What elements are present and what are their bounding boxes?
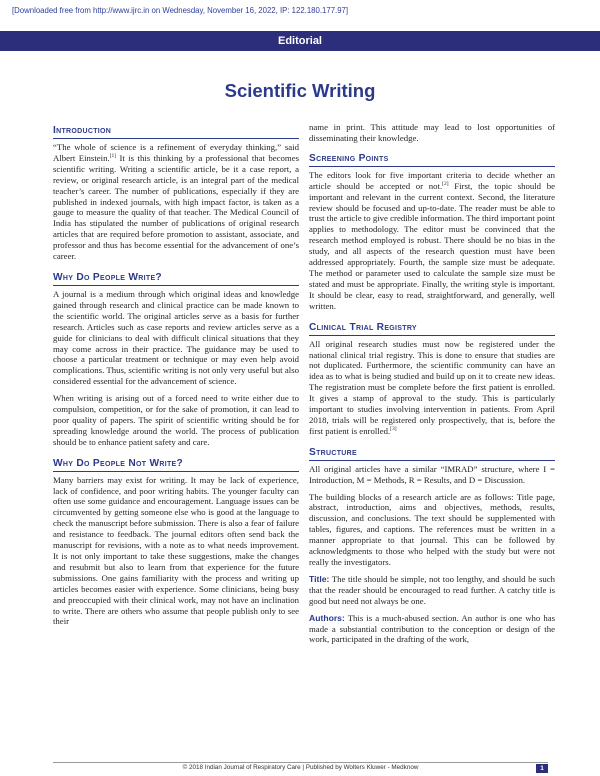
screening-paragraph <box>309 170 555 312</box>
title-paragraph <box>309 574 555 607</box>
footer-copyright: © 2018 Indian Journal of Respiratory Care | Published by Wolters Kluwer - Medknow <box>182 764 419 771</box>
title-text: The title should be simple, not too lengthy, and should be such that the reader should be encouraged to read further. A catchy title is good but need not always be one. <box>309 573 555 606</box>
page-number: 1 <box>536 764 548 773</box>
continuation-paragraph: name in print. This attitude may lead to lost opportunities of disseminating their knowledge. <box>309 122 555 143</box>
why-write-heading: Why Do People Write? <box>53 271 299 286</box>
right-column <box>309 122 555 651</box>
article-title: Scientific Writing <box>224 80 376 101</box>
screening-text-a: The editors look for five important criteria to decide whether an article should be accepted or not. <box>309 169 555 191</box>
title-lead: Title: <box>309 573 330 584</box>
screening-text-b: First, the topic should be important and relevant in the current context. Second, the literature review should be focused and up-to-date. The reader must be able to trust the article to give credible information. The third important point applies to methodology. The editor must be convinced that the research method employed is robust. There should be no bias in the study, and all aspects of the research question must have been addressed appropriately. Fourth, the sample size must be adequate. The method or parameter used to calculate the sample size must be stated and must be appropriate. Finally, the writing style is important. It should be clear, easy to read, straightforward, and generally, well written. <box>309 180 555 311</box>
authors-text: This is a much-abused section. An author is one who has made a substantial contribution to the conception or design of the work, participated in the drafting of the work, <box>309 612 555 645</box>
citation-ref[interactable]: [3] <box>390 425 397 432</box>
structure-paragraph-2: The building blocks of a research article are as follows: Title page, abstract, introduction, aims and objectives, methods, results, discussion, and conclusions. The text should be supplemented with tables, figures, and captions. The references must be written in a manner appropriate to that journal. This can be followed by acknowledgments to those who helped with the study but were not really the investigators. <box>309 491 555 567</box>
registry-heading: Clinical Trial Registry <box>309 321 555 336</box>
why-write-paragraph-1: A journal is a medium through which original ideas and knowledge gained through research and clinical practice can be made known to the scientific world. The original articles serve as a basis for further research. Articles such as case reports and review articles serve as a guide for clinicians to deal with difficult clinical situations that they may come across in their practice. The guidance may be used to choose a particular treatment or technique or may even help avoid complications. Thus, scientific writing is not only very useful but also considered essential for the advancement of science. <box>53 288 299 387</box>
citation-ref[interactable]: [2] <box>442 180 449 187</box>
introduction-text-b: It is this thinking by a professional that becomes scientific writing. Writing a scientific article, be it a case report, a review, or original research article, is an integral part of the medical teacher’s career. The number of publications, especially if they are published in indexed journals, with high impact factor, is taken as a gauge to measure the quality of that teacher. The Medical Council of India has stipulated the number of publications of original research articles that are required before promotion to assistant, associate, and professor and thus has become essential for the advancement of one’s career. <box>53 152 299 262</box>
citation-ref[interactable]: [1] <box>109 153 117 159</box>
introduction-text-a: “The whole of science is a refinement of everyday thinking,” said Albert Einstein. <box>53 142 299 163</box>
section-header-band <box>0 31 600 51</box>
authors-lead: Authors: <box>309 612 345 623</box>
structure-paragraph-1: All original articles have a similar “IMRAD” structure, where I = Introduction, M = Methods, R = Results, and D = Discussion. <box>309 463 555 485</box>
why-write-paragraph-2: When writing is arising out of a forced need to write either due to compulsion, competition, or for the sake of promotion, it can lead to poor quality of papers. The spirit of scientific writing should be for spreading knowledge around the world. The process of publication should be to enhance patient safety and care. <box>53 393 299 447</box>
download-note[interactable]: [Downloaded free from http://www.ijrc.in on Wednesday, November 16, 2022, IP: 122.180.177.97] <box>12 6 349 15</box>
page-footer <box>53 762 548 772</box>
section-label: Editorial <box>277 35 322 47</box>
introduction-paragraph <box>53 142 299 262</box>
structure-heading: Structure <box>309 446 555 461</box>
left-column <box>53 124 299 633</box>
registry-paragraph <box>309 339 555 437</box>
why-not-write-heading: Why Do People Not Write? <box>53 457 299 472</box>
authors-paragraph <box>309 613 555 646</box>
why-not-write-paragraph: Many barriers may exist for writing. It may be lack of experience, lack of confidence, and poor writing habits. The younger faculty can often use some guidance and encouragement. Language issues can be circumvented by getting someone else who is good at the language to check the manuscript before submission. There is also a fear of failure and resistance to feedback. The journal editors often send back the manuscript for revisions, with a note as to what needs improvement. It is not only important to take these suggestions, make the changes and resubmit but also to learn from that experience for the future submissions. One gains familiarity with the process and writing up articles becomes easier with experience. Some clinicians, being busy and preoccupied with their clinical work, may not have an inclination to write. There are others who assume that people publish only to see their <box>53 474 299 627</box>
registry-text: All original research studies must now be registered under the national clinical trial registry. This is done to ensure that studies are not duplicated. Furthermore, the scientific community can have an idea as to what is being studied and build up on it to create new ideas. The registration must be complete before the first patient is enrolled. It gives a stamp of approval to the study. This is particularly important to studies involving intervention in patients. From April 2018, trials will be registered only prospectively, that is, before the first patient is enrolled. <box>309 338 555 436</box>
introduction-heading: Introduction <box>53 124 299 139</box>
screening-heading: Screening Points <box>309 152 555 167</box>
